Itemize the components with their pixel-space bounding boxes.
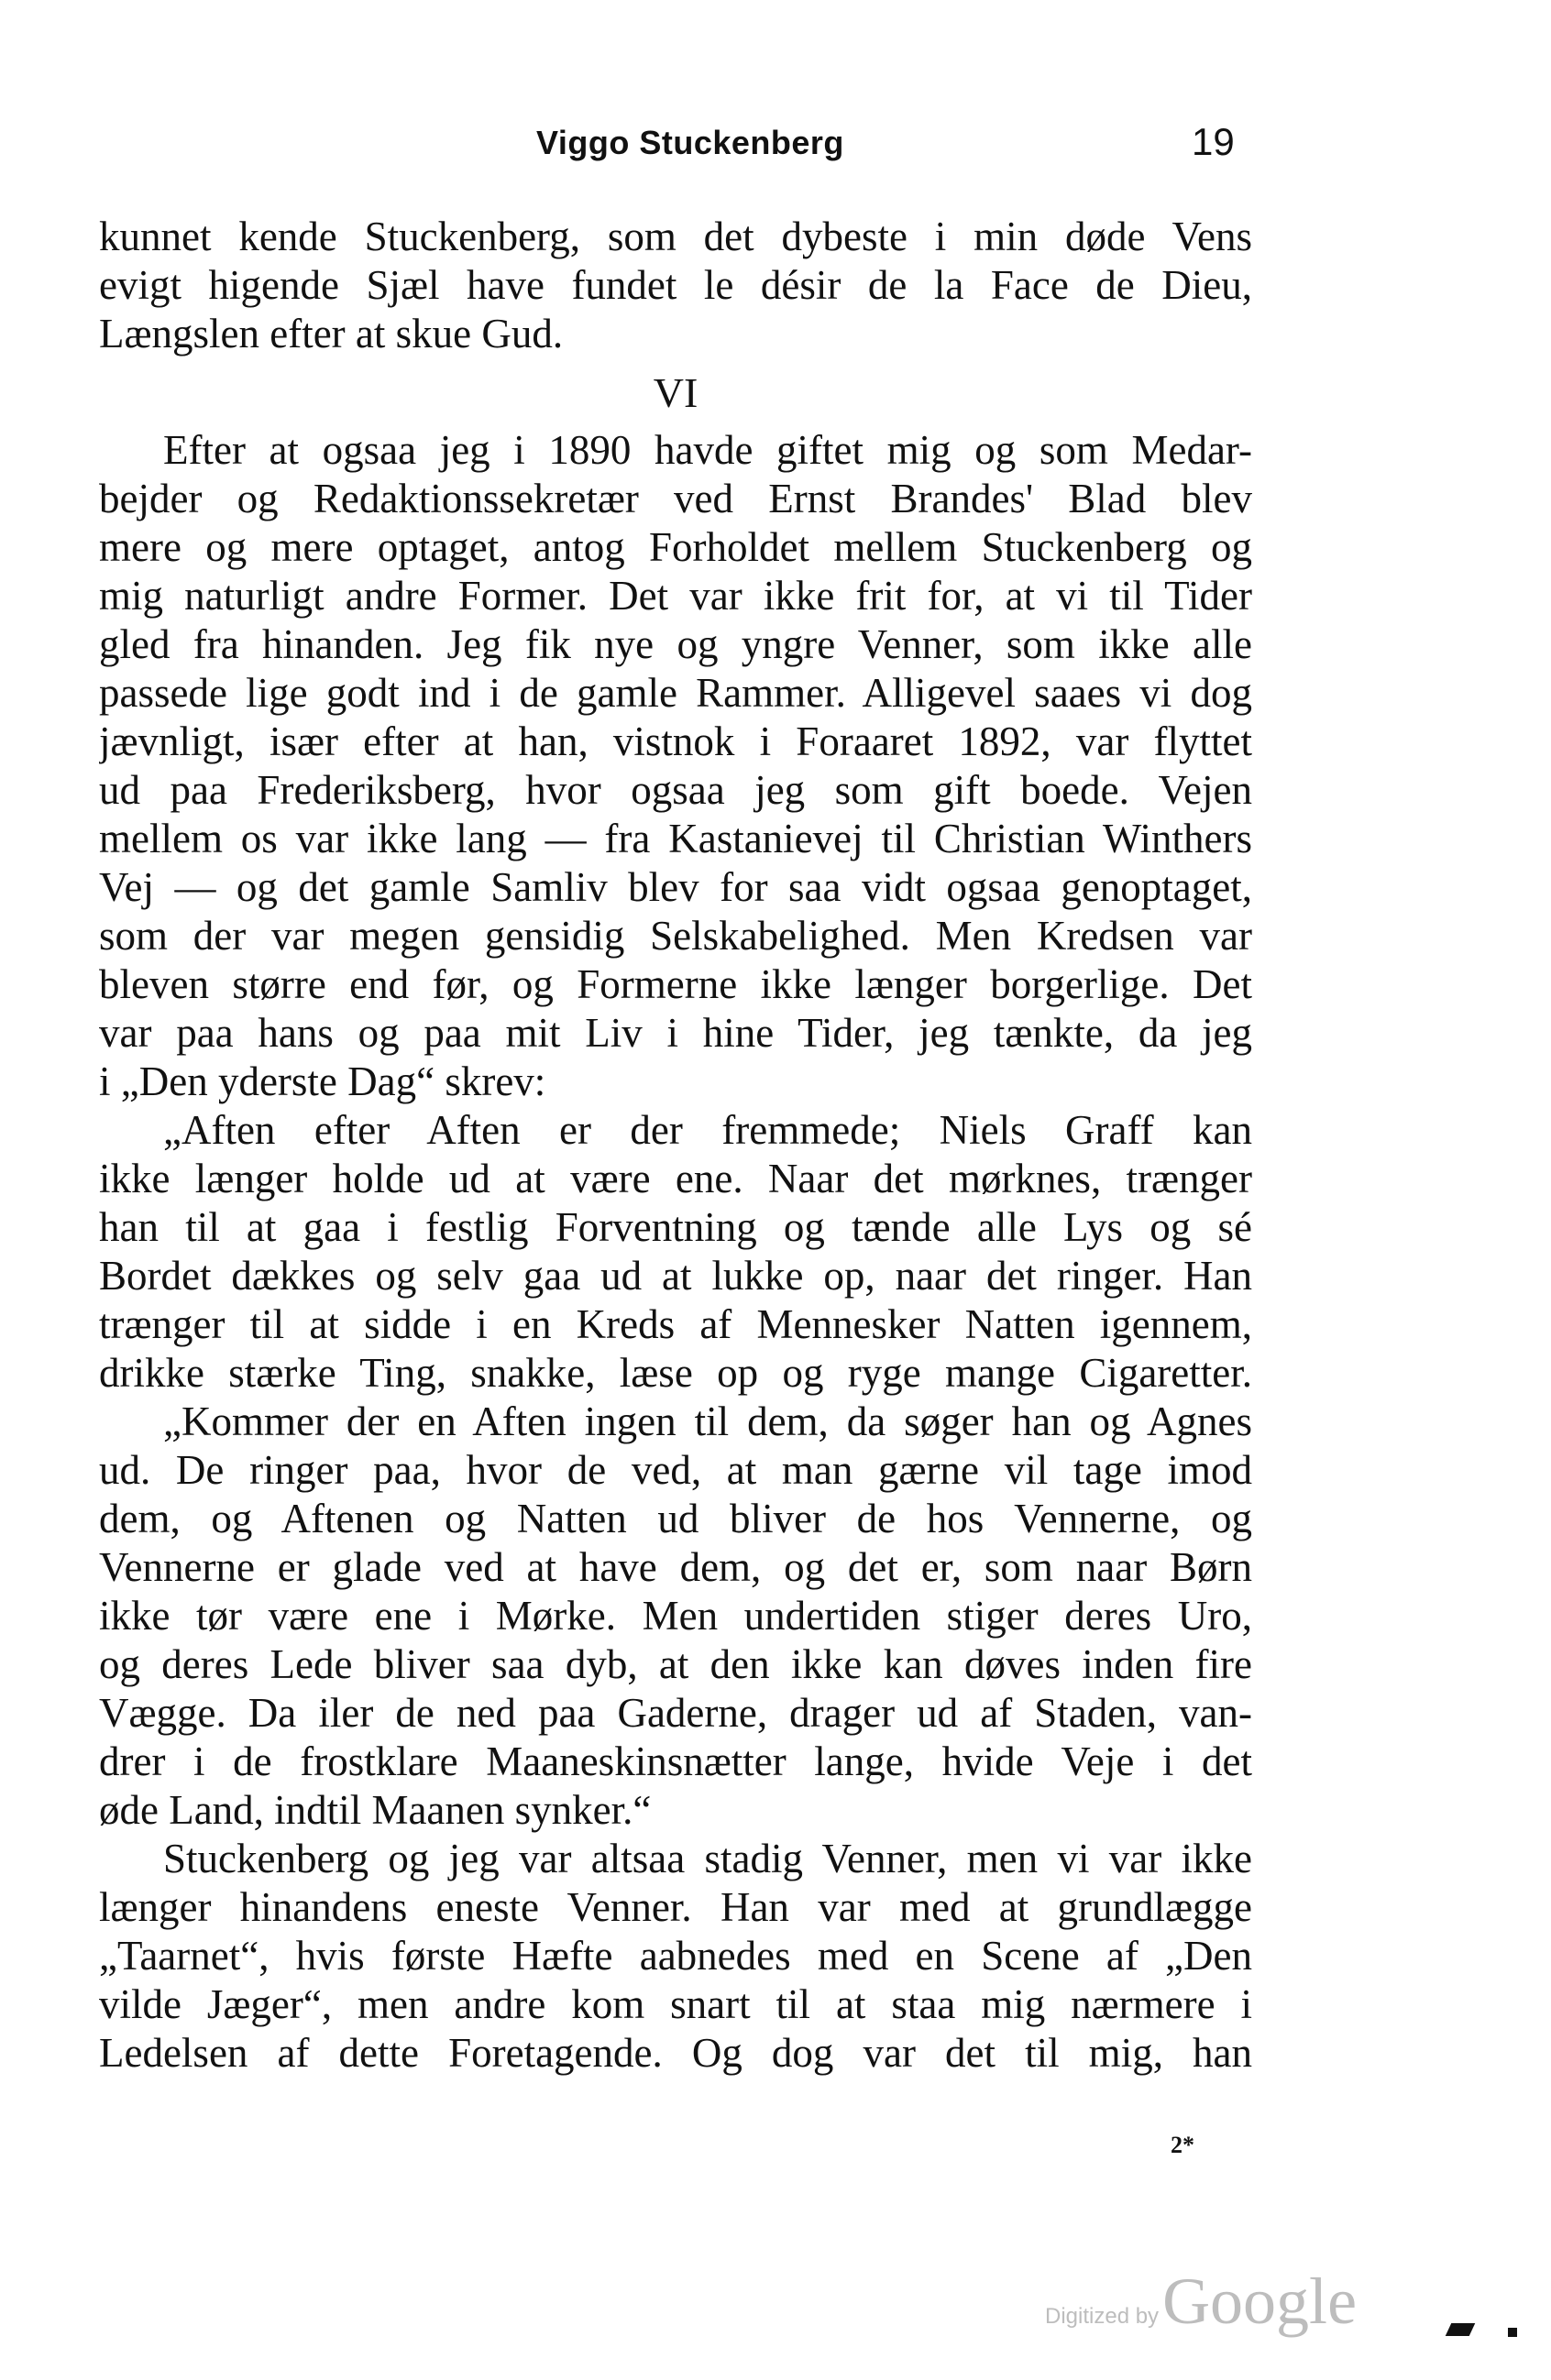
body-text [99, 213, 1252, 2078]
text-line: øde Land, indtil Maanen synker.“ [99, 1787, 652, 1833]
text-line: kunnet kende Stuckenberg, som det dybeste i min døde Vens [99, 214, 1252, 259]
page-number: 19 [1192, 120, 1235, 163]
digitized-by-google-watermark [1045, 2264, 1357, 2340]
scan-artifact-dot-icon [1508, 2328, 1517, 2337]
text-line: mellem os var ikke lang — fra Kastanievej til Christian Winthers [99, 816, 1252, 861]
text-line: ud paa Frederiksberg, hvor ogsaa jeg som gift boede. Vejen [99, 767, 1252, 813]
text-line: han til at gaa i festlig Forventning og tænde alle Lys og sé [99, 1204, 1252, 1250]
scan-artifact-icon [1446, 2323, 1476, 2336]
text-line: vilde Jæger“, men andre kom snart til at staa mig nærmere i [99, 1981, 1252, 2027]
text-line: i „Den yderste Dag“ skrev: [99, 1058, 546, 1104]
google-logo: Google [1162, 2265, 1358, 2338]
text-line: „Taarnet“, hvis første Hæfte aabnedes med en Scene af „Den [99, 1933, 1252, 1979]
text-line: mig naturligt andre Former. Det var ikke frit for, at vi til Tider [99, 573, 1252, 619]
running-head [0, 120, 1551, 179]
digitized-by-label: Digitized by [1045, 2304, 1160, 2329]
signature-mark: 2* [1171, 2132, 1194, 2158]
text-line: bleven større end før, og Formerne ikke længer borgerlige. Det [99, 961, 1252, 1007]
text-line: længer hinandens eneste Venner. Han var med at grundlægge [99, 1884, 1252, 1930]
paragraph-continuation [99, 213, 1252, 358]
text-line: drikke stærke Ting, snakke, læse op og ryge mange Cigaretter. [99, 1350, 1252, 1396]
text-line: Stuckenberg og jeg var altsaa stadig Venner, men vi var ikke [163, 1836, 1252, 1881]
text-line: dem, og Aftenen og Natten ud bliver de hos Vennerne, og [99, 1496, 1252, 1541]
text-line: gled fra hinanden. Jeg fik nye og yngre Venner, som ikke alle [99, 621, 1252, 667]
text-line: drer i de frostklare Maaneskinsnætter lange, hvide Veje i det [99, 1738, 1252, 1784]
text-line: Vej — og det gamle Samliv blev for saa vidt ogsaa genoptaget, [99, 864, 1252, 910]
text-line: Efter at ogsaa jeg i 1890 havde giftet mig og som Medar- [163, 427, 1252, 473]
text-line: Ledelsen af dette Foretagende. Og dog var det til mig, han [99, 2030, 1252, 2076]
text-line: Bordet dækkes og selv gaa ud at lukke op, naar det ringer. Han [99, 1253, 1252, 1299]
text-line: „Kommer der en Aften ingen til dem, da søger han og Agnes [163, 1398, 1252, 1444]
text-line: som der var megen gensidig Selskabelighed. Men Kredsen var [99, 913, 1252, 959]
text-line: ud. De ringer paa, hvor de ved, at man gærne vil tage imod [99, 1447, 1252, 1493]
text-line: var paa hans og paa mit Liv i hine Tider, jeg tænkte, da jeg [99, 1010, 1252, 1056]
text-line: Vægge. Da iler de ned paa Gaderne, drager ud af Staden, van- [99, 1690, 1252, 1736]
text-line: ikke tør være ene i Mørke. Men undertiden stiger deres Uro, [99, 1593, 1252, 1639]
section-heading: VI [653, 369, 698, 416]
text-line: passede lige godt ind i de gamle Rammer. Alligevel saaes vi dog [99, 670, 1252, 716]
text-line: Vennerne er glade ved at have dem, og det er, som naar Børn [99, 1544, 1252, 1590]
text-line: Længslen efter at skue Gud. [99, 311, 564, 356]
text-line: trænger til at sidde i en Kreds af Mennesker Natten igennem, [99, 1301, 1252, 1347]
text-line: evigt higende Sjæl have fundet le désir de la Face de Dieu, [99, 262, 1252, 308]
text-line: „Aften efter Aften er der fremmede; Niels Graff kan [163, 1107, 1252, 1153]
text-line: jævnligt, især efter at han, vistnok i Foraaret 1892, var flyttet [99, 718, 1252, 764]
text-line: mere og mere optaget, antog Forholdet mellem Stuckenberg og [99, 524, 1252, 570]
running-title: Viggo Stuckenberg [536, 124, 844, 161]
text-line: og deres Lede bliver saa dyb, at den ikke kan døves inden fire [99, 1641, 1252, 1687]
section-body [99, 426, 1252, 2078]
text-line: bejder og Redaktionssekretær ved Ernst Brandes' Blad blev [99, 476, 1252, 521]
text-line: ikke længer holde ud at være ene. Naar det mørknes, trænger [99, 1156, 1252, 1201]
